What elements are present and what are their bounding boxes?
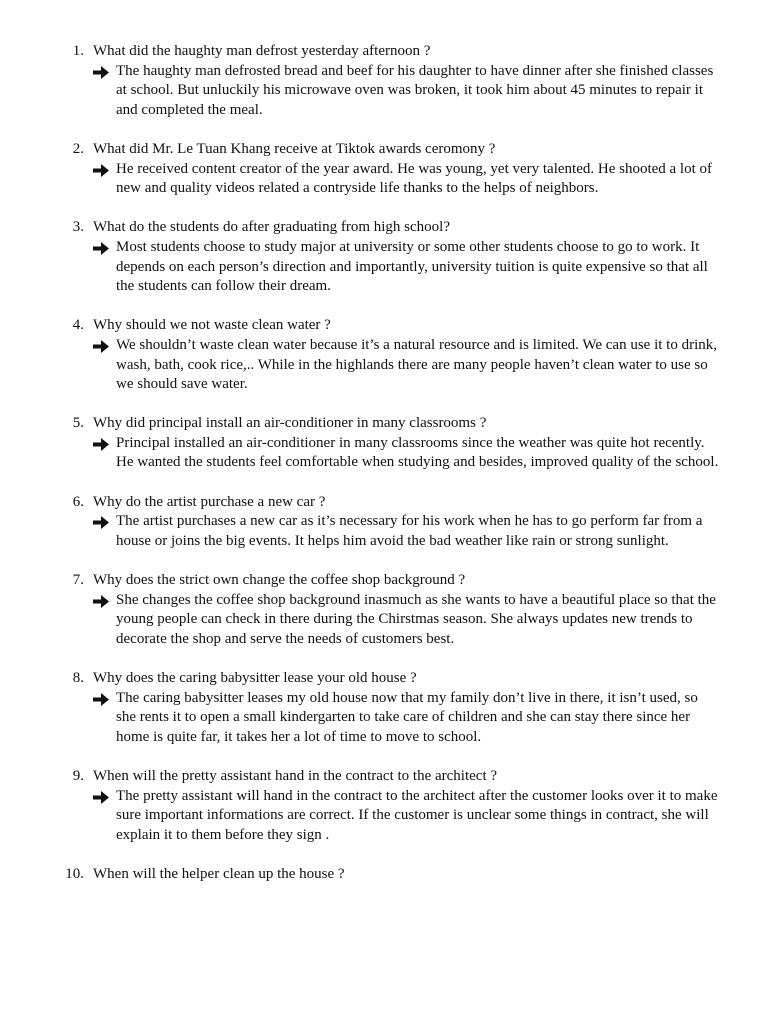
answer-6 bbox=[0, 512, 768, 551]
qa-item-8 bbox=[0, 669, 768, 747]
answer-3 bbox=[0, 238, 768, 297]
document-page bbox=[0, 42, 768, 904]
question-number: 3. bbox=[72, 219, 84, 236]
answer-9 bbox=[0, 787, 768, 846]
answer-text: Principal installed an air-conditioner in many classrooms since the weather was quite hot recently. He wanted the students feel comfortable when studying and besides, improved quality of the school. bbox=[116, 434, 719, 471]
question-5 bbox=[0, 414, 768, 434]
answer-5 bbox=[0, 434, 768, 473]
qa-item-5 bbox=[0, 414, 768, 473]
answer-text: The pretty assistant will hand in the contract to the architect after the customer looks over it to make sure important informations are correct. If the customer is unclear some things in contract, she will explain it to them before they sign . bbox=[116, 787, 718, 843]
question-10 bbox=[0, 865, 768, 885]
qa-item-1 bbox=[0, 42, 768, 120]
arrow-icon bbox=[93, 238, 113, 258]
question-text: When will the helper clean up the house ? bbox=[93, 865, 345, 882]
question-number: 1. bbox=[72, 43, 84, 59]
question-number: 5. bbox=[72, 415, 84, 432]
question-1 bbox=[0, 42, 768, 62]
arrow-icon bbox=[93, 160, 113, 180]
question-text: Why does the strict own change the coffee shop background ? bbox=[93, 572, 466, 589]
answer-text: She changes the coffee shop background inasmuch as she wants to have a beautiful place so that the young people can check in there during the Chirstmas season. She always updates new trends to decorate the shop and serve the needs of customers best. bbox=[116, 591, 716, 647]
question-7 bbox=[0, 571, 768, 591]
answer-4 bbox=[0, 336, 768, 395]
qa-item-10 bbox=[0, 865, 768, 885]
answer-text: The caring babysitter leases my old house now that my family don’t live in there, it isn’t used, so she rents it to open a small kindergarten to take care of children and she can stay there since her home is quite far, it takes her a lot of time to move to school. bbox=[116, 689, 698, 745]
arrow-icon bbox=[93, 62, 113, 82]
arrow-icon bbox=[93, 787, 113, 807]
arrow-icon bbox=[93, 591, 113, 611]
question-text: What did Mr. Le Tuan Khang receive at Tiktok awards ceromony ? bbox=[93, 140, 496, 157]
question-number: 6. bbox=[72, 493, 84, 510]
question-4 bbox=[0, 316, 768, 336]
question-number: 9. bbox=[72, 767, 84, 784]
question-number: 10. bbox=[65, 865, 84, 882]
qa-item-3 bbox=[0, 218, 768, 296]
question-text: What did the haughty man defrost yesterday afternoon ? bbox=[93, 43, 431, 59]
answer-text: The artist purchases a new car as it’s necessary for his work when he has to go perform far from a house or joins the big events. It helps him avoid the bad weather like rain or strong sunlight. bbox=[116, 513, 703, 549]
arrow-icon bbox=[93, 689, 113, 709]
question-9 bbox=[0, 767, 768, 787]
arrow-icon bbox=[93, 512, 113, 532]
answer-7 bbox=[0, 591, 768, 650]
answer-2 bbox=[0, 160, 768, 199]
answer-text: We shouldn’t waste clean water because it’s a natural resource and is limited. We can use it to drink, wash, bath, cook rice,.. While in the highlands there are many people haven’t clean water to use so we should save water. bbox=[116, 336, 718, 393]
qa-item-7 bbox=[0, 571, 768, 649]
answer-text: Most students choose to study major at university or some other students choose to go to work. It depends on each person’s direction and importantly, university tuition is quite expensive so that all the students can follow their dream. bbox=[116, 238, 708, 295]
question-text: Why did principal install an air-conditioner in many classrooms ? bbox=[93, 415, 487, 432]
answer-text: The haughty man defrosted bread and beef for his daughter to have dinner after she finished classes at school. But unluckily his microwave oven was broken, it took him about 45 minutes to repair it and completed the meal. bbox=[116, 62, 714, 118]
qa-item-2 bbox=[0, 140, 768, 199]
qa-item-4 bbox=[0, 316, 768, 394]
qa-item-6 bbox=[0, 493, 768, 552]
answer-1 bbox=[0, 62, 768, 121]
question-text: When will the pretty assistant hand in the contract to the architect ? bbox=[93, 767, 498, 784]
qa-item-9 bbox=[0, 767, 768, 845]
arrow-icon bbox=[93, 434, 113, 454]
question-text: Why should we not waste clean water ? bbox=[93, 317, 331, 334]
question-number: 8. bbox=[72, 670, 84, 686]
question-8 bbox=[0, 669, 768, 689]
question-3 bbox=[0, 218, 768, 238]
answer-8 bbox=[0, 689, 768, 748]
question-2 bbox=[0, 140, 768, 160]
arrow-icon bbox=[93, 336, 113, 356]
question-6 bbox=[0, 493, 768, 513]
question-text: Why does the caring babysitter lease your old house ? bbox=[93, 670, 417, 686]
question-text: Why do the artist purchase a new car ? bbox=[93, 493, 326, 510]
question-number: 7. bbox=[72, 572, 84, 589]
question-number: 4. bbox=[72, 317, 84, 334]
question-number: 2. bbox=[72, 140, 84, 157]
answer-text: He received content creator of the year award. He was young, yet very talented. He shooted a lot of new and quality videos related a contryside life thanks to the helps of neighbors. bbox=[116, 160, 713, 197]
question-text: What do the students do after graduating from high school? bbox=[93, 219, 450, 236]
